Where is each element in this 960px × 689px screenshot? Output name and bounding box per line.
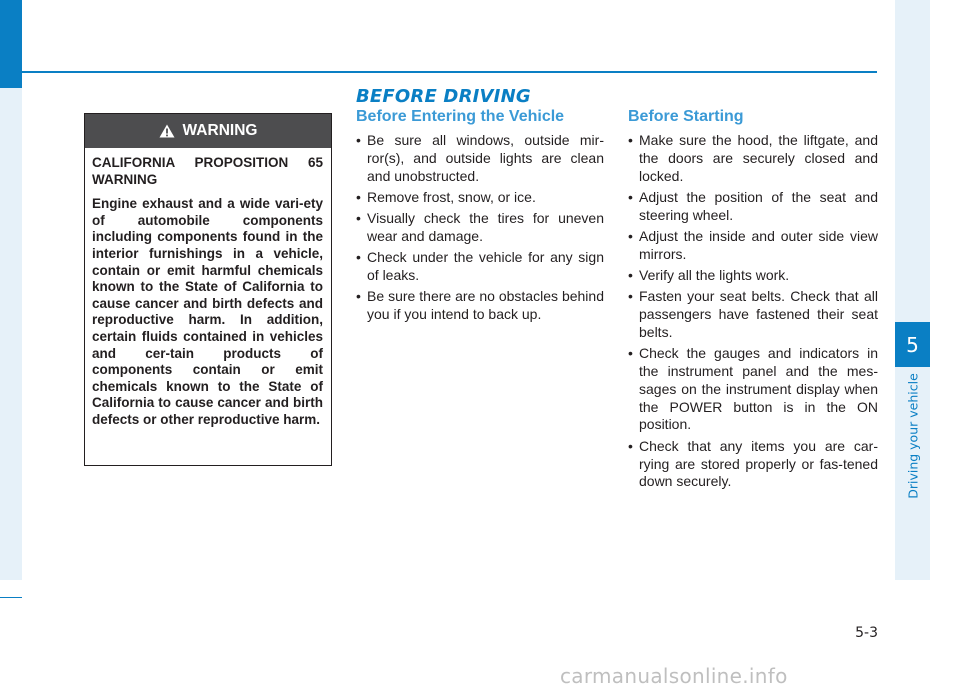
watermark: carmanualsonline.info <box>560 664 788 688</box>
chapter-label: Driving your vehicle <box>905 373 920 499</box>
warning-body <box>85 148 331 429</box>
warning-header <box>85 114 331 148</box>
list-item: • Verify all the lights work. <box>628 267 878 285</box>
chapter-number-tab <box>895 322 930 367</box>
before-starting-column <box>628 108 878 495</box>
header-rule <box>22 71 877 73</box>
list-item: • Make sure the hood, the liftgate, and the doors are securely closed and locked. <box>628 132 878 185</box>
left-margin-rule <box>0 597 22 598</box>
left-margin-accent <box>0 0 22 88</box>
warning-text: Engine exhaust and a wide vari-ety of automobile components including components found in the interior furnishings in a vehicle, contain or emit harmful chemicals known to the State of California to cause cancer and birth defects and reproductive harm. In addition, certain fluids contained in vehicles and cer-tain products of components contain or emit chemicals known to the State of California to cause cancer and birth defects or other reproductive harm. <box>92 196 323 427</box>
list-item: • Visually check the tires for uneven wear and damage. <box>356 210 604 246</box>
warning-box <box>84 113 332 466</box>
page-number: 5-3 <box>855 625 878 641</box>
list-item: • Adjust the inside and outer side view mirrors. <box>628 228 878 264</box>
list-item: • Remove frost, snow, or ice. <box>356 189 604 207</box>
list-item: • Adjust the position of the seat and steering wheel. <box>628 189 878 225</box>
before-entering-list <box>356 132 604 324</box>
warning-heading: CALIFORNIA PROPOSITION 65 WARNING <box>92 155 323 187</box>
list-item: • Be sure all windows, outside mir-ror(s), and outside lights are clean and unobstructed. <box>356 132 604 185</box>
list-item: • Check the gauges and indicators in the instrument panel and the mes-sages on the instrument display when the POWER button is in the ON position. <box>628 345 878 434</box>
list-item: • Check under the vehicle for any sign of leaks. <box>356 249 604 285</box>
warning-label: WARNING <box>182 122 258 139</box>
before-entering-column <box>356 108 604 327</box>
list-item: • Check that any items you are car-rying are stored properly or fas-tened down securely. <box>628 438 878 491</box>
section-title: BEFORE DRIVING <box>356 86 531 107</box>
before-entering-heading: Before Entering the Vehicle <box>356 108 565 125</box>
list-item: • Fasten your seat belts. Check that all passengers have fastened their seat belts. <box>628 288 878 341</box>
before-starting-list <box>628 132 878 491</box>
before-starting-heading: Before Starting <box>628 108 744 125</box>
list-item: • Be sure there are no obstacles behind you if you intend to back up. <box>356 288 604 324</box>
chapter-label-container <box>895 372 930 500</box>
chapter-number: 5 <box>906 332 919 357</box>
warning-triangle-icon <box>159 124 175 138</box>
